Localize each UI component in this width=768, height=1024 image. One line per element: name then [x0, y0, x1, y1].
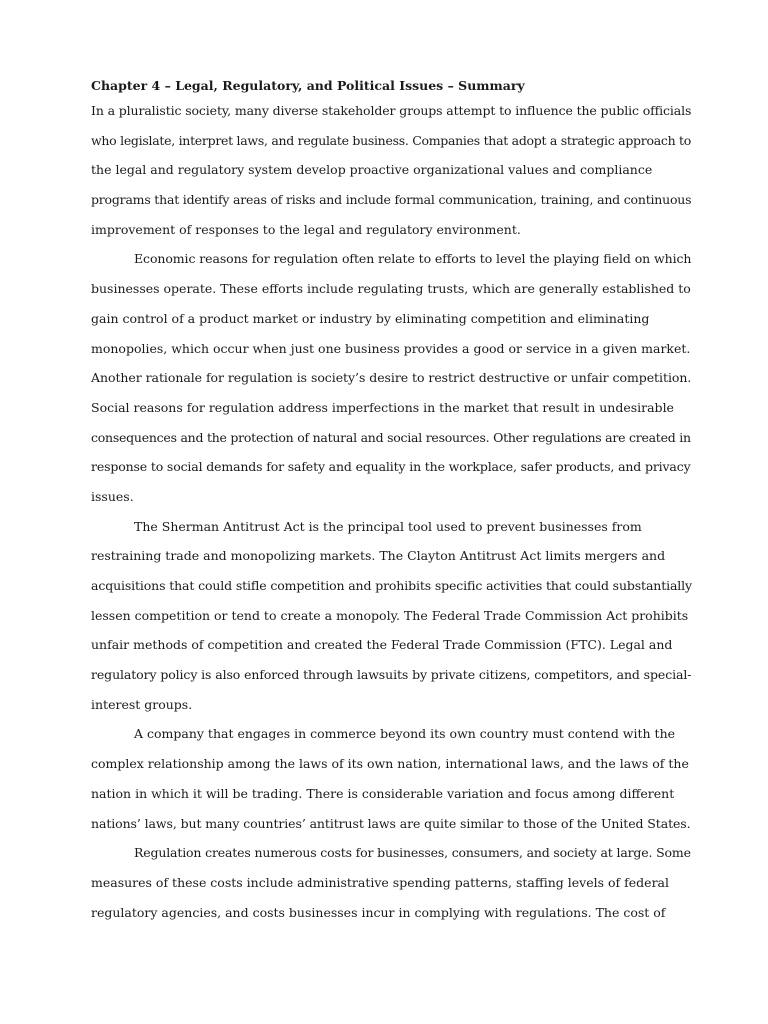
paragraph-2: [91, 244, 691, 511]
paragraph-line: nations’ laws, but many countries’ antitrust laws are quite similar to those of the United States.: [91, 815, 691, 831]
paragraph-line: monopolies, which occur when just one business provides a good or service in a given market.: [91, 340, 691, 356]
chapter-heading: Chapter 4 – Legal, Regulatory, and Political Issues – Summary: [91, 78, 525, 93]
paragraph-line: complex relationship among the laws of its own nation, international laws, and the laws of the: [91, 756, 689, 772]
paragraph-line: the legal and regulatory system develop proactive organizational values and compliance: [91, 162, 653, 178]
paragraph-1: [91, 96, 691, 244]
paragraph-line: gain control of a product market or industry by eliminating competition and eliminating: [91, 310, 650, 326]
paragraph-line: issues.: [91, 488, 134, 504]
paragraph-line: consequences and the protection of natural and social resources. Other regulations are created in: [91, 429, 691, 445]
paragraph-line: programs that identify areas of risks and include formal communication, training, and continuous: [91, 192, 692, 208]
paragraph-line: Economic reasons for regulation often relate to efforts to level the playing field on which: [134, 251, 692, 267]
paragraph-line: Regulation creates numerous costs for businesses, consumers, and society at large. Some: [134, 845, 691, 861]
paragraph-line: regulatory agencies, and costs businesses incur in complying with regulations. The cost of: [91, 904, 666, 920]
paragraph-5: [91, 838, 691, 927]
paragraph-line: unfair methods of competition and created the Federal Trade Commission (FTC). Legal and: [91, 637, 673, 653]
paragraph-line: who legislate, interpret laws, and regulate business. Companies that adopt a strategic approach to: [91, 132, 692, 148]
document-body: [91, 76, 691, 927]
paragraph-line: The Sherman Antitrust Act is the principal tool used to prevent businesses from: [134, 518, 642, 534]
paragraph-line: improvement of responses to the legal and regulatory environment.: [91, 221, 521, 237]
paragraph-line: businesses operate. These efforts include regulating trusts, which are generally established to: [91, 281, 691, 297]
paragraph-line: restraining trade and monopolizing markets. The Clayton Antitrust Act limits mergers and: [91, 548, 666, 564]
paragraph-line: lessen competition or tend to create a monopoly. The Federal Trade Commission Act prohibits: [91, 607, 689, 623]
paragraph-line: acquisitions that could stifle competition and prohibits specific activities that could substantially: [91, 578, 692, 593]
paragraph-line: A company that engages in commerce beyond its own country must contend with the: [134, 726, 676, 742]
paragraph-line: regulatory policy is also enforced through lawsuits by private citizens, competitors, and special-: [91, 667, 692, 683]
paragraph-line: Social reasons for regulation address imperfections in the market that result in undesirable: [91, 399, 674, 415]
paragraph-line: Another rationale for regulation is society’s desire to restrict destructive or unfair competition.: [91, 370, 692, 386]
paragraph-line: nation in which it will be trading. There is considerable variation and focus among different: [91, 785, 675, 801]
paragraph-line: measures of these costs include administrative spending patterns, staffing levels of federal: [91, 874, 669, 890]
paragraph-line: interest groups.: [91, 696, 193, 712]
paragraph-line: In a pluralistic society, many diverse stakeholder groups attempt to influence the public officials: [91, 103, 692, 118]
paragraph-line: response to social demands for safety and equality in the workplace, safer products, and privacy: [91, 459, 691, 475]
paragraph-3: [91, 512, 691, 720]
paragraph-4: [91, 719, 691, 838]
